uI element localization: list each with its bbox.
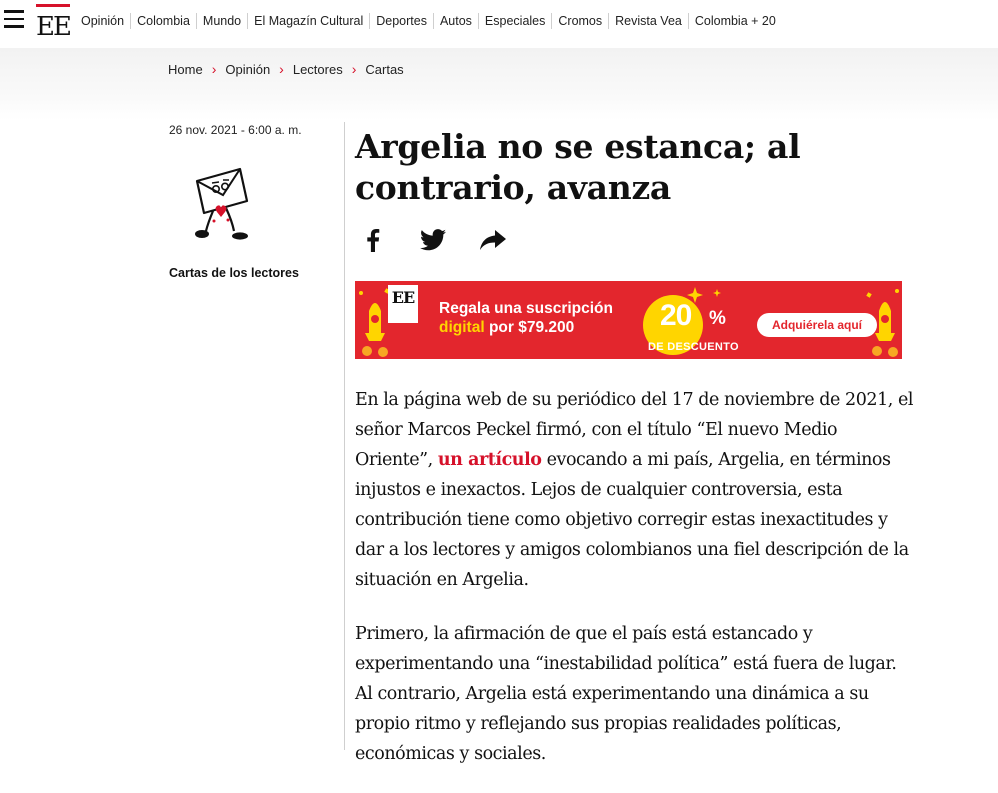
chevron-right-icon: › [279,61,284,77]
paragraph-text: Primero, la afirmación de que el país está estancado y experimentando una “inestabilidad política” está fuera de lugar. Al contrario, Argelia está experimentando una dinámica a su propio ritmo y reflejando sus propias realidades políticas, económicas y sociales. [355,624,897,764]
breadcrumb-link[interactable]: Opinión [225,62,271,77]
breadcrumb-link[interactable]: Lectores [292,62,343,77]
rocket-decoration-icon [863,281,902,359]
chevron-right-icon: › [351,61,357,77]
nav-item[interactable]: Revista Vea [608,13,688,29]
hamburger-icon[interactable] [4,10,24,28]
article-paragraph [355,385,915,595]
article-title: Argelia no se estanca; al contrario, avanza [355,127,801,207]
section-nav [75,0,782,42]
facebook-icon[interactable] [355,224,391,256]
breadcrumb [168,62,404,77]
chevron-right-icon: › [211,61,217,77]
letter-character-illustration [190,165,252,245]
nav-item[interactable]: Colombia + 20 [688,13,782,29]
breadcrumb-band [0,48,998,120]
sparkle-icon [687,285,727,309]
article-body [355,385,915,793]
site-logo[interactable] [36,4,70,42]
buy-now-button[interactable]: Adquiérela aquí [757,313,877,337]
nav-item[interactable]: Mundo [196,13,247,29]
subscription-promo-banner[interactable] [355,281,902,359]
nav-item[interactable]: Opinión [81,14,125,28]
nav-item[interactable]: Especiales [478,13,551,29]
publish-date: 26 nov. 2021 - 6:00 a. m. [169,123,302,137]
twitter-icon[interactable] [415,224,451,256]
nav-item[interactable]: Deportes [369,13,433,29]
nav-item[interactable]: El Magazín Cultural [247,13,369,29]
paragraph-text: En la página web de su periódico del 17 de noviembre de 2021, el señor Marcos Peckel firmó, con el título “El nuevo Medio Oriente”, [355,390,914,470]
discount-label: DE DESCUENTO [648,341,739,353]
breadcrumb-link[interactable]: Home [168,62,203,77]
promo-logo: EE [388,285,418,323]
discount-percent-symbol: % [709,308,726,329]
top-navigation [0,0,998,48]
nav-item[interactable]: Colombia [130,13,196,29]
nav-item[interactable]: Autos [433,13,478,29]
inline-article-link[interactable]: un artículo [437,450,542,470]
discount-percent: 20 [660,299,692,332]
author-name[interactable]: Cartas de los lectores [169,266,299,280]
share-icon[interactable] [475,224,511,256]
breadcrumb-link[interactable]: Cartas [365,62,404,77]
column-divider [344,122,345,750]
article-paragraph [355,619,915,769]
promo-headline: Regala una suscripción digital por $79.200 [439,300,613,336]
paragraph-text: evocando a mi país, Argelia, en términos injustos e inexactos. Lejos de cualquier controversia, esta contribución tiene como objetivo corregir estas inexactitudes y dar a los lectores y amigos colombianos una fiel descripción de la situación en Argelia. [355,450,909,590]
nav-item[interactable]: Cromos [551,13,608,29]
svg-text:EE: EE [36,12,70,42]
